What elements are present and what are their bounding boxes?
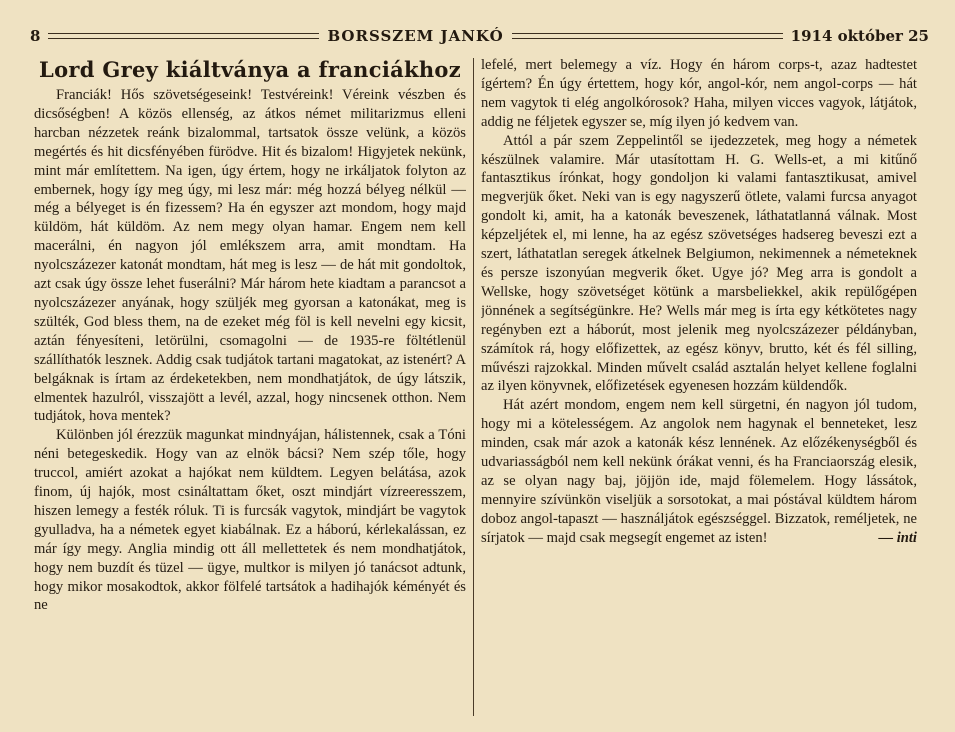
right-paragraph-2: Attól a pár szem Zeppelintől se ijedezzetek, meg hogy a németek készülnek valamire. Már utasítottam H. G. Wells-et, a mi kitűnő fantasztikus írónkat, hogy gondoljon ki valami fantasztikusat, amivel megverjük őket. Neki van is egy nagyszerű ötlete, valami furcsa anyagot gondolt ki, amit, ha a katonák beveszenek, láthatatlanná válnak. Most képzeljétek el, mi lenne, ha az egész szövetséges hadsereg beveszi ezt a szert, láthatatlan seregek átkelnek Belgiumon, nekimennek a németeknek és persze iszonyúan megverik őket. Ugye jó? Meg arra is gondolt a Wellske, hogy szövetséget kötünk a marsbeliekkel, akik repülőgépen jönnének a segítségünkre. He? Wells már meg is írta egy kétkötetes nagy regényben ezt a háborút, most jelenik meg nyolcszázezer példányban, számítok rá, hogy előfizettek, az egész könyv, brutto, két és fél silling, művészi rajzokkal. Minden művelt család asztalán helyet kellene foglalni az ilyen könyvnek, előfizetések egyenesen hozzám küldendők. — [481, 132, 917, 395]
article-title: Lord Grey kiáltványa a franciákhoz — [39, 57, 461, 82]
right-paragraph-3-text: Hát azért mondom, engem nem kell sürgetni, én nagyon jól tudom, hogy mi a kötelességem. Az angolok nem hagynak el benneteket, lesz minden, csak már azok a katonák kész lennének. Az előzékenységből és udvariasságból nem kell nekünk órákat venni, és ha Franciaország elesik, az se olyan nagy baj, jöjjön ide, majd fölemelem. Hogy lássátok, mennyire szívünkön viseljük a sorsotokat, a mai póstával küldtem három doboz angol-tapaszt — használjátok egészséggel. Bizzatok, reméljetek, ne sírjatok — majd csak megsegít engemet az isten! — [481, 397, 917, 546]
header-rule-left — [48, 33, 319, 39]
header-rule-right — [512, 33, 783, 39]
page-header — [30, 22, 929, 50]
author-signature: — inti — [878, 529, 917, 546]
left-paragraph-2: Különben jól érezzük magunkat mindnyájan, hálistennek, csak a Tóni néni betegeskedik. Hogy van az elnök bácsi? Nem szép tőle, hogy truccol, amiért azokat a hajókat nem küldtem. Legyen belátása, azok finom, új hajók, most csináltattam őket, oszt mindjárt vízreeresszem, hiszen lemegy a festék róluk. Ti is furcsák vagytok, mindjárt be vagytok gyulladva, ha a németek egyet kiabálnak. Ez a háború, kérlekalássan, ez már így megy. Anglia mindig ott áll mellettetek és nem mondhatjátok, hogy nem buzdít és tüzel — ügye, multkor is milyen jó tanácsot adtunk, hogy mikor mosakodtok, akkor fölfelé tartsátok a hadihajók kéményét és ne — [34, 427, 466, 614]
right-paragraph-3 — [481, 396, 917, 547]
right-column — [481, 56, 917, 718]
right-paragraph-1: lefelé, mert belemegy a víz. Hogy én három corps-t, azaz hadtestet ígértem? Én úgy értettem, hogy kór, angol-kór, nem angol-corps — hát nem vagytok ti elég angolkórosok? Haha, milyen vicces vagyok, látjátok, addig ne féljetek egyszer se, míg ilyen jó kedvem van. — [481, 57, 917, 130]
left-paragraph-1: Franciák! Hős szövetségeseink! Testvéreink! Véreink vészben és dicsőségben! A közös ellenség, az átkos német militarizmus elleni harcban nézzetek reánk bizalommal, tartsatok össze velünk, a közös megértés és hit dicsfényében fürödve. Hit és bizalom! Higyjetek nekünk, mint már említettem. Na igen, úgy értem, hogy ne irkáljatok folyton az embernek, hogy így meg úgy, mi lesz már: még hozzá bélyeg nélkül — még a bélyeget is én fizessem? Ha én egyszer azt mondom, hogy majd küldöm, hát küldöm. Az nem megy olyan hamar. Engem nem kell macerálni, én nagyon jól emlékszem arra, amit mondtam. Ha nyolcszázezer katonát mondtam, hát meg is lesz — de hát mit gondoltok, azt csak úgy össze lehet fuserálni? Már három hete kiadtam a parancsot a nyolcszázezer anyának, hogy szüljék meg gyorsan a katonákat, meg is szülték, God bless them, na de ezeket még föl is kell nevelni egy kicsit, aztán fényesíteni, letörülni, csomagolni — de 1935-re föltétlenül szállíthatók lesznek. Addig csak tudjátok tartani magatokat, az istenért? A belgáknak is írtam az érdeketekben, nem mondhatjátok, de úgy látszik, elmentek hazulról, visszajött a levél, azzal, hogy nincsenek otthon. Nem tudjátok, hova mentek? — [34, 87, 466, 425]
issue-date: 1914 október 25 — [790, 27, 929, 45]
page-number: 8 — [30, 27, 41, 45]
left-column — [34, 56, 466, 718]
publication-name: BORSSZEM JANKÓ — [327, 27, 504, 45]
column-divider — [473, 58, 474, 716]
